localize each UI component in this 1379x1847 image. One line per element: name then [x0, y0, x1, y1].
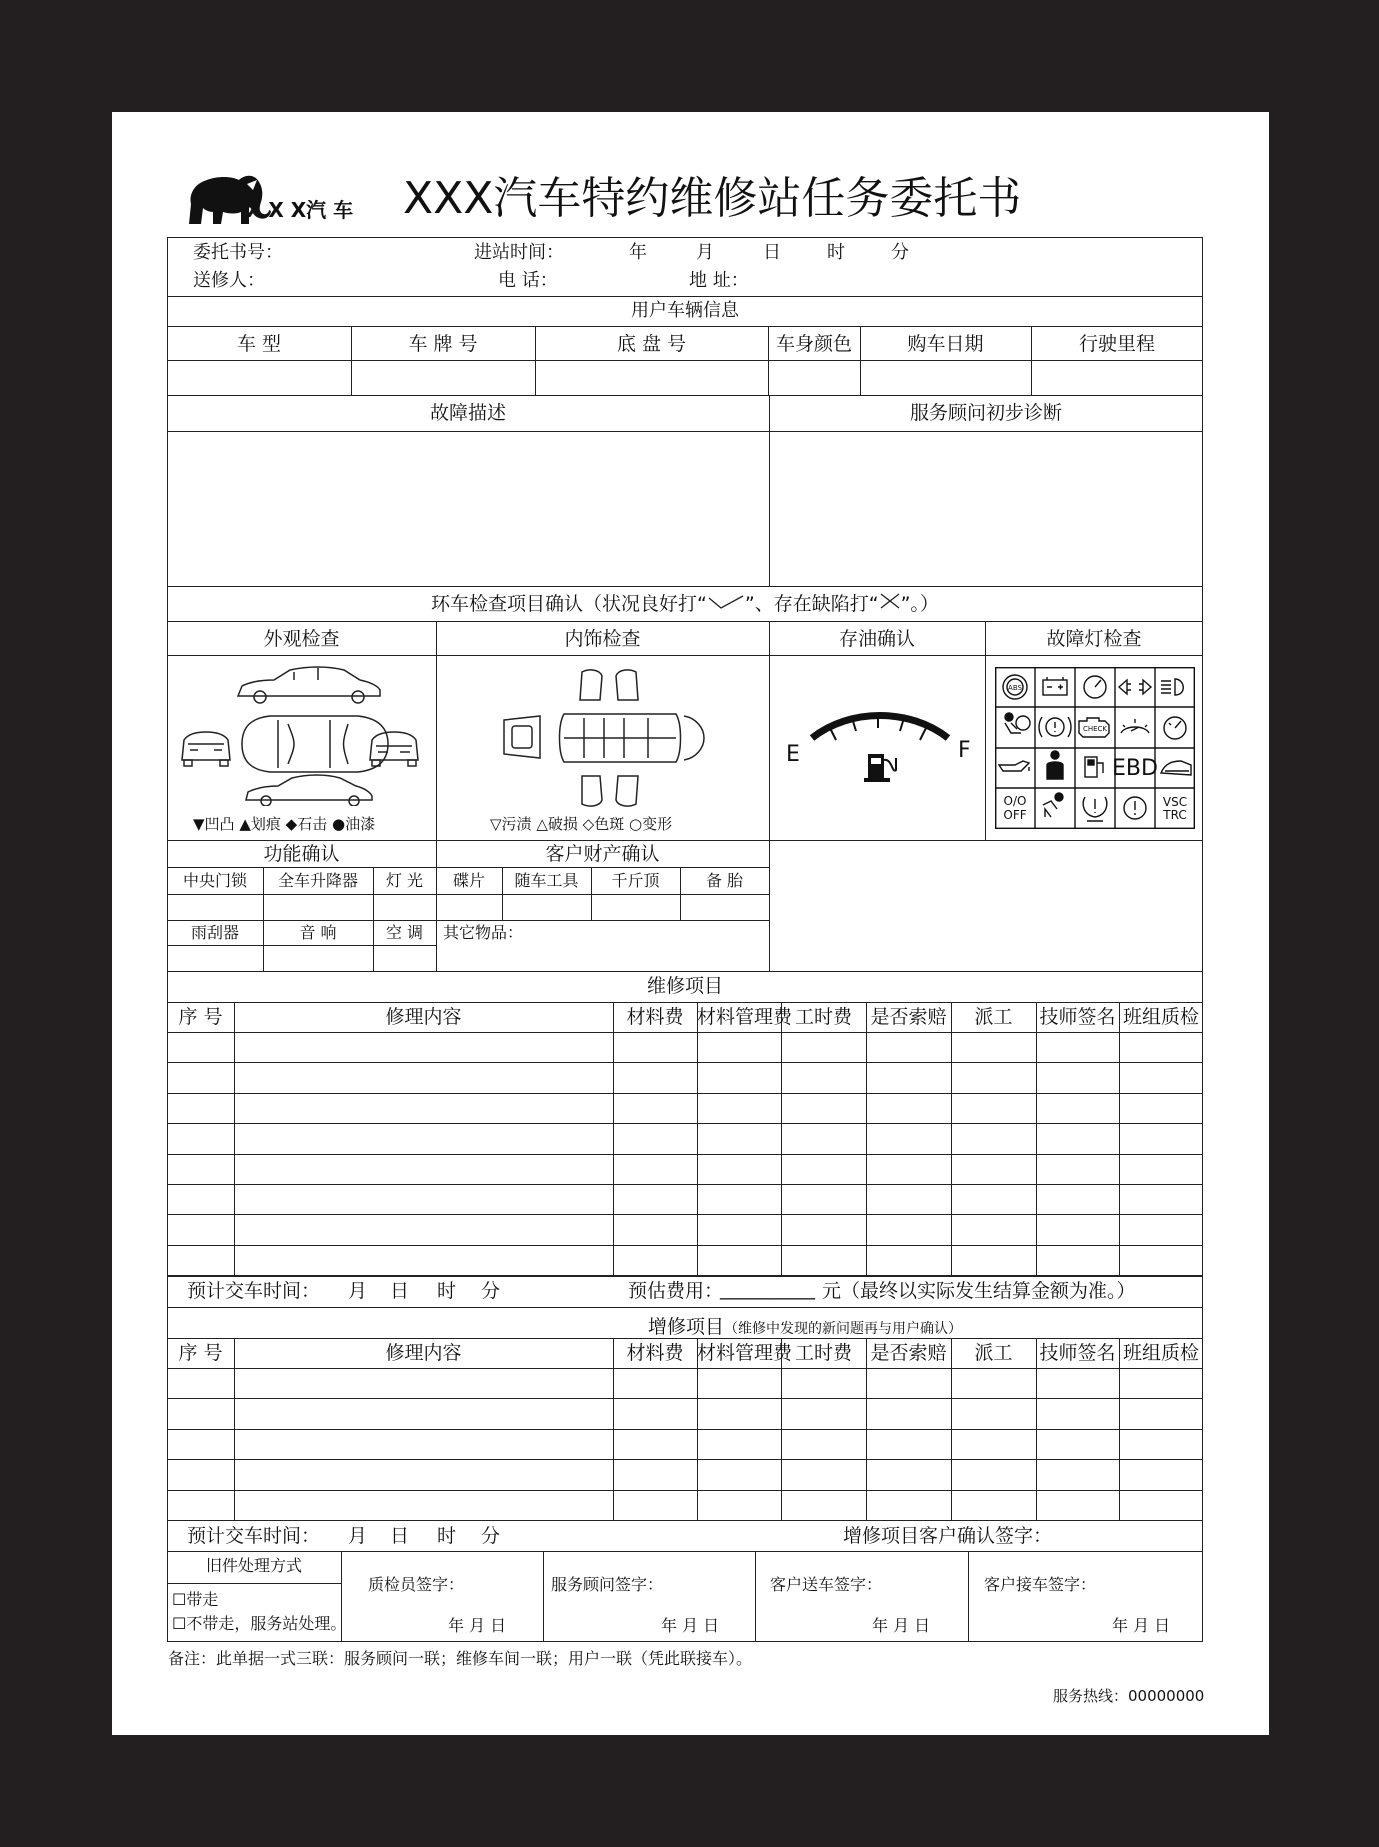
- additional-confirm-sign: 增修项目客户确认签字：: [843, 1525, 1053, 1547]
- divider: [985, 621, 986, 840]
- repair-row[interactable]: [167, 1032, 1203, 1062]
- ac-label: 空 调: [385, 923, 424, 942]
- legend-dent: ▼凹凸: [193, 815, 235, 833]
- oil-icon: [999, 761, 1029, 771]
- customer-send-label: 客户送车签字：: [770, 1575, 883, 1594]
- divider: [167, 945, 436, 946]
- legend-spot: ◇色斑: [582, 815, 625, 833]
- inspection-title-mid: ”、存在缺陷打“: [744, 593, 879, 615]
- divider: [755, 1551, 756, 1642]
- legend-damage: △破损: [536, 815, 578, 833]
- lights-label: 灯 光: [385, 871, 424, 890]
- old-parts-title: 旧件处理方式: [205, 1556, 302, 1575]
- col-chassis: 底 盘 号: [616, 333, 687, 355]
- col-mileage: 行驶里程: [1078, 333, 1155, 355]
- repair-title: 维修项目: [646, 975, 723, 997]
- jack-label: 千斤顶: [611, 871, 660, 890]
- svg-text:VSC: VSC: [1162, 795, 1188, 809]
- cabin-top-icon: [504, 714, 704, 762]
- headlight-icon: [1161, 679, 1183, 695]
- month-label: 月: [696, 242, 714, 263]
- inspection-title-text: 环车检查项目确认（状况良好打“: [431, 593, 707, 615]
- arrival-time-label: 进站时间：: [474, 242, 564, 263]
- divider: [167, 1583, 341, 1584]
- hour-label: 时: [827, 242, 845, 263]
- disc-label: 碟片: [452, 871, 485, 890]
- repair-row[interactable]: [167, 1093, 1203, 1123]
- exterior-car-diagram: [178, 664, 426, 806]
- divider: [167, 1551, 1203, 1552]
- interior-title: 内饰检查: [564, 628, 641, 650]
- front-seat-icon: [580, 670, 638, 700]
- divider: [167, 296, 1203, 297]
- additional-title: [648, 1312, 962, 1339]
- divider: [167, 395, 1203, 396]
- warning-lights-title: 故障灯检查: [1046, 628, 1142, 650]
- divider: [769, 621, 770, 971]
- logo-text: X X X汽 车: [246, 198, 354, 222]
- additional-header-8: 班组质检: [1122, 1342, 1199, 1364]
- turn-signal-icon: [1119, 680, 1151, 694]
- repair-header-8: 班组质检: [1122, 1006, 1199, 1028]
- divider: [167, 326, 1203, 327]
- speedometer-icon: [1164, 717, 1186, 739]
- warning-icon: [1124, 797, 1146, 819]
- delivery-month: 月: [348, 1280, 368, 1302]
- col-model: 车 型: [236, 333, 282, 355]
- additional-header-7: 技师签名: [1039, 1342, 1116, 1364]
- delivery-day: 日: [390, 1280, 410, 1302]
- additional-subtitle: （维修中发现的新问题再与用户确认）: [724, 1321, 963, 1337]
- qc-date: 年 月 日: [448, 1616, 507, 1635]
- ebd-icon: [1112, 756, 1158, 781]
- abs-icon: [1003, 675, 1027, 699]
- svg-text:OFF: OFF: [1003, 808, 1027, 822]
- delivery-time-label-2: 预计交车时间：: [187, 1525, 321, 1547]
- repair-row[interactable]: [167, 1245, 1203, 1275]
- car-side-top-icon: [238, 667, 380, 703]
- svg-text:ABS: ABS: [1008, 684, 1022, 692]
- estimate-blank[interactable]: __________: [720, 1278, 815, 1300]
- vsc-trc-icon: [1162, 795, 1187, 822]
- divider: [167, 1520, 1203, 1521]
- order-no-label: 委托书号：: [193, 242, 283, 263]
- fuel-title: 存油确认: [838, 628, 915, 650]
- additional-row[interactable]: [167, 1459, 1203, 1489]
- divider: [167, 586, 1203, 587]
- fault-desc-title: 故障描述: [429, 402, 506, 424]
- minute-label: 分: [891, 242, 909, 263]
- divider: [543, 1551, 544, 1642]
- additional-row[interactable]: [167, 1398, 1203, 1428]
- divider: [968, 1551, 969, 1642]
- inspection-title-end: ”。）: [900, 593, 939, 615]
- other-items-label: 其它物品：: [443, 923, 524, 942]
- door-icon: [1161, 761, 1191, 775]
- divider: [167, 1307, 1203, 1308]
- divider: [436, 621, 437, 971]
- fuel-pump-icon: [864, 754, 896, 782]
- pickup-date: 年 月 日: [1112, 1616, 1171, 1635]
- cross-mark-icon: [879, 592, 901, 610]
- diagnosis-title: 服务顾问初步诊断: [909, 402, 1062, 424]
- exterior-title: 外观检查: [263, 628, 340, 650]
- repair-row[interactable]: [167, 1184, 1203, 1214]
- temp-icon: [1121, 719, 1149, 733]
- spare-tire-label: 备 胎: [705, 871, 744, 890]
- inspection-title: [167, 592, 1203, 616]
- additional-header-0: 序 号: [178, 1342, 223, 1364]
- take-option[interactable]: ☐带走: [172, 1590, 219, 1609]
- col-color: 车身颜色: [775, 333, 852, 355]
- od-off-icon: [1003, 794, 1026, 822]
- repair-header-5: 是否索赔: [870, 1006, 947, 1028]
- fuel-full-label: F: [958, 738, 971, 763]
- delivery-time-label: 预计交车时间：: [187, 1280, 321, 1302]
- divider: [167, 971, 1203, 972]
- repair-header-1: 修理内容: [385, 1006, 462, 1028]
- customer-pickup-label: 客户接车签字：: [984, 1575, 1097, 1594]
- car-front-icon: [182, 732, 230, 766]
- fuel-pump-icon: [1085, 757, 1103, 777]
- repair-row[interactable]: [167, 1154, 1203, 1184]
- additional-header-5: 是否索赔: [870, 1342, 947, 1364]
- delivery-minute: 分: [481, 1280, 501, 1302]
- additional-header-3: 材料管理费: [697, 1342, 793, 1364]
- divider: [167, 1276, 1203, 1277]
- repair-row[interactable]: [167, 1214, 1203, 1244]
- passenger-airbag-icon: [1043, 793, 1063, 817]
- send-date: 年 月 日: [872, 1616, 931, 1635]
- not-take-option[interactable]: ☐不带走，服务站处理。: [172, 1614, 347, 1633]
- additional-row[interactable]: [167, 1490, 1203, 1520]
- advisor-sign-label: 服务顾问签字：: [551, 1575, 664, 1594]
- svg-text:O/O: O/O: [1003, 794, 1027, 808]
- divider: [167, 1338, 1203, 1339]
- year-label: 年: [629, 242, 647, 263]
- divider: [167, 920, 769, 921]
- additional-header-4: 工时费: [794, 1342, 852, 1364]
- gauge-icon: [1084, 676, 1106, 698]
- check-engine-icon: [1079, 718, 1109, 737]
- vehicle-info-title: 用户车辆信息: [631, 300, 739, 321]
- car-side-bottom-icon: [246, 775, 372, 806]
- delivery-hour-2: 时: [437, 1525, 457, 1547]
- additional-row[interactable]: [167, 1429, 1203, 1459]
- wiper-label: 雨刮器: [190, 923, 239, 942]
- delivery-hour: 时: [437, 1280, 457, 1302]
- divider: [167, 840, 1203, 841]
- repair-header-4: 工时费: [794, 1006, 852, 1028]
- delivery-month-2: 月: [348, 1525, 368, 1547]
- repair-header-3: 材料管理费: [697, 1006, 793, 1028]
- window-lifter-label: 全车升降器: [277, 871, 358, 890]
- additional-header-6: 派工: [974, 1342, 1013, 1364]
- estimate-note: 元（最终以实际发生结算金额为准。）: [822, 1280, 1136, 1302]
- advisor-date: 年 月 日: [661, 1616, 720, 1635]
- delivery-day-2: 日: [390, 1525, 410, 1547]
- svg-text:TRC: TRC: [1163, 808, 1187, 822]
- legend-stain: ▽污渍: [490, 815, 532, 833]
- legend-scratch: ▲划痕: [239, 815, 281, 833]
- battery-icon: [1043, 677, 1067, 695]
- additional-row[interactable]: [167, 1368, 1203, 1398]
- rear-seat-icon: [582, 776, 638, 806]
- day-label: 日: [763, 242, 781, 263]
- warning-lights-grid: [995, 667, 1195, 829]
- function-check-title: 功能确认: [263, 843, 340, 865]
- additional-header-1: 修理内容: [385, 1342, 462, 1364]
- divider: [167, 894, 769, 895]
- car-rear-icon: [370, 732, 418, 766]
- fuel-gauge: [780, 698, 980, 798]
- service-hotline: 服务热线：00000000: [1053, 1687, 1205, 1705]
- legend-chip: ◆石击: [285, 815, 328, 833]
- svg-text:CHECK: CHECK: [1082, 725, 1108, 733]
- divider: [167, 655, 1203, 656]
- divider: [167, 621, 1203, 622]
- brake-icon: [1039, 717, 1071, 737]
- interior-legend: [490, 816, 760, 832]
- divider: [167, 360, 1203, 361]
- col-purchase-date: 购车日期: [907, 333, 984, 355]
- divider: [167, 867, 769, 868]
- repair-row[interactable]: [167, 1062, 1203, 1092]
- sender-label: 送修人：: [193, 270, 265, 291]
- audio-label: 音 响: [299, 923, 337, 942]
- footer-note: 备注：此单据一式三联：服务顾问一联；维修车间一联；用户一联（凭此联接车）。: [168, 1649, 753, 1668]
- legend-deform: ○变形: [628, 815, 673, 833]
- central-lock-label: 中央门锁: [182, 871, 247, 890]
- svg-text:EBD: EBD: [1112, 756, 1158, 781]
- repair-row[interactable]: [167, 1123, 1203, 1153]
- page-title: XXX汽车特约维修站任务委托书: [403, 173, 1022, 224]
- estimate-label: 预估费用：: [628, 1280, 724, 1302]
- repair-header-7: 技师签名: [1039, 1006, 1116, 1028]
- repair-header-2: 材料费: [626, 1006, 684, 1028]
- interior-diagram: [500, 668, 720, 810]
- car-top-view-icon: [242, 716, 388, 772]
- check-mark-icon: [707, 594, 745, 610]
- col-plate: 车 牌 号: [408, 333, 478, 355]
- delivery-minute-2: 分: [481, 1525, 501, 1547]
- additional-title-text: 增修项目: [648, 1316, 725, 1338]
- airbag-icon: [1005, 713, 1030, 733]
- phone-label: 电 话：: [498, 270, 558, 291]
- additional-header-2: 材料费: [626, 1342, 684, 1364]
- exterior-legend: [193, 816, 433, 832]
- tools-label: 随车工具: [514, 871, 579, 890]
- fuel-empty-label: E: [786, 742, 800, 767]
- seatbelt-icon: [1047, 751, 1063, 779]
- repair-header-6: 派工: [974, 1006, 1013, 1028]
- tpms-icon: [1083, 797, 1107, 821]
- legend-paint: ●油漆: [331, 815, 376, 833]
- repair-header-0: 序 号: [178, 1006, 223, 1028]
- qc-sign-label: 质检员签字：: [368, 1575, 465, 1594]
- property-check-title: 客户财产确认: [545, 843, 660, 865]
- divider: [167, 431, 1203, 432]
- divider: [167, 1002, 1203, 1003]
- address-label: 地 址：: [689, 270, 749, 291]
